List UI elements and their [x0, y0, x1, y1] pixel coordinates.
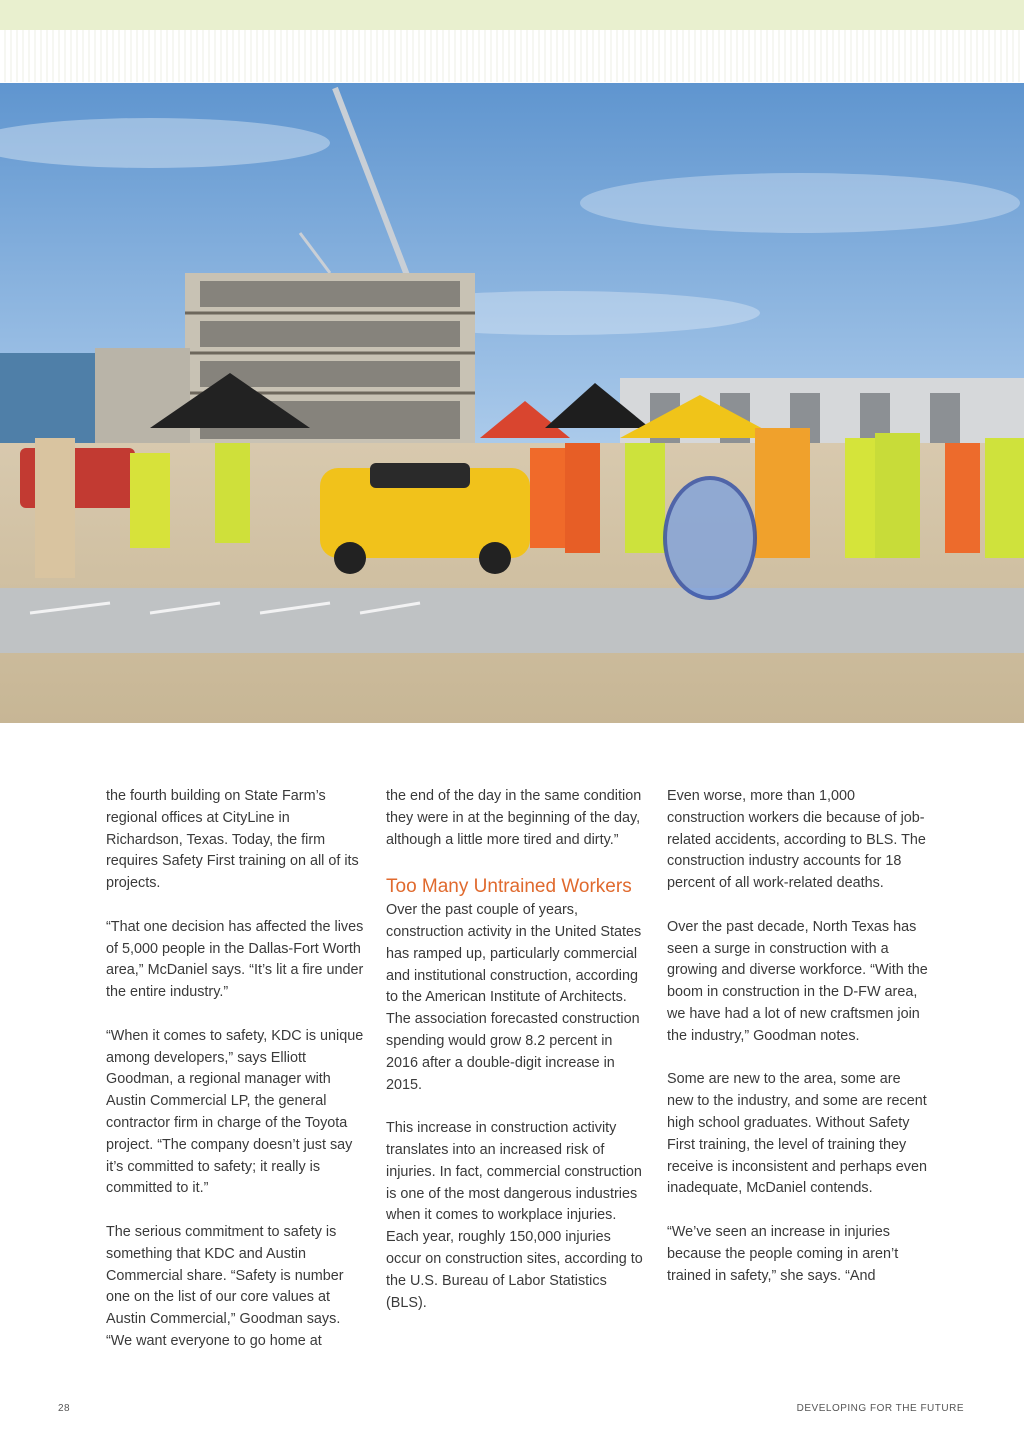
section-title: DEVELOPING FOR THE FUTURE — [796, 1403, 964, 1414]
header-pattern — [0, 30, 1024, 82]
paragraph: The serious commitment to safety is something that KDC and Austin Commercial share. “Safety is number one on the list of our core values at Austin Commercial,” Goodman says. “We want everyone to go home at — [106, 1223, 344, 1349]
paragraph: the fourth building on State Farm’s regional offices at CityLine in Richardson, Texas. Today, the firm requires Safety First training on all of its projects. — [106, 788, 359, 892]
article-column-2 — [386, 786, 648, 1336]
paragraph: Over the past decade, North Texas has seen a surge in construction with a growing and diverse workforce. “With the boom in construction in the D-FW area, we have had a lot of new craftsmen join the industry,” Goodman notes. — [667, 918, 928, 1044]
paragraph: This increase in construction activity translates into an increased risk of injuries. In fact, commercial construction is one of the most dangerous industries when it comes to workplace injuries. Each year, roughly 150,000 injuries occur on construction sites, according to the U.S. Bureau of Labor Statistics (BLS). — [386, 1120, 643, 1311]
paragraph: the end of the day in the same condition they were in at the beginning of the day, although a little more tired and dirty.” — [386, 788, 642, 848]
paragraph: “When it comes to safety, KDC is unique among developers,” says Elliott Goodman, a regional manager with Austin Commercial LP, the general contractor firm in charge of the Toyota project. “The company doesn’t just say it’s committed to safety; it really is committed to it.” — [106, 1027, 364, 1197]
page-number: 28 — [58, 1403, 71, 1414]
paragraph: Even worse, more than 1,000 construction workers die because of job-related accidents, according to BLS. The construction industry accounts for 18 percent of all work-related deaths. — [667, 788, 926, 892]
section-heading: Too Many Untrained Workers — [386, 876, 632, 898]
paragraph: Over the past couple of years, construction activity in the United States has ramped up, particularly commercial and institutional construction, according to the American Institute of Architects. The association forecasted construction spending would grow 8.2 percent in 2016 after a double-digit increase in 2015. — [386, 902, 642, 1093]
paragraph: “We’ve seen an increase in injuries because the people coming in aren’t trained in safety,” she says. “And — [667, 1223, 899, 1284]
paragraph: “That one decision has affected the lives of 5,000 people in the Dallas-Fort Worth area,” McDaniel says. “It’s lit a fire under the entire industry.” — [106, 918, 364, 1001]
article-column-1 — [106, 786, 368, 1375]
top-color-band — [0, 0, 1024, 30]
construction-site-photo — [0, 83, 1024, 723]
article-column-3 — [667, 786, 929, 1309]
paragraph: Some are new to the area, some are new to the industry, and some are recent high school graduates. Without Safety First training, the level of training they receive is inconsistent and perhaps even inadequate, McDaniel contends. — [667, 1071, 927, 1197]
